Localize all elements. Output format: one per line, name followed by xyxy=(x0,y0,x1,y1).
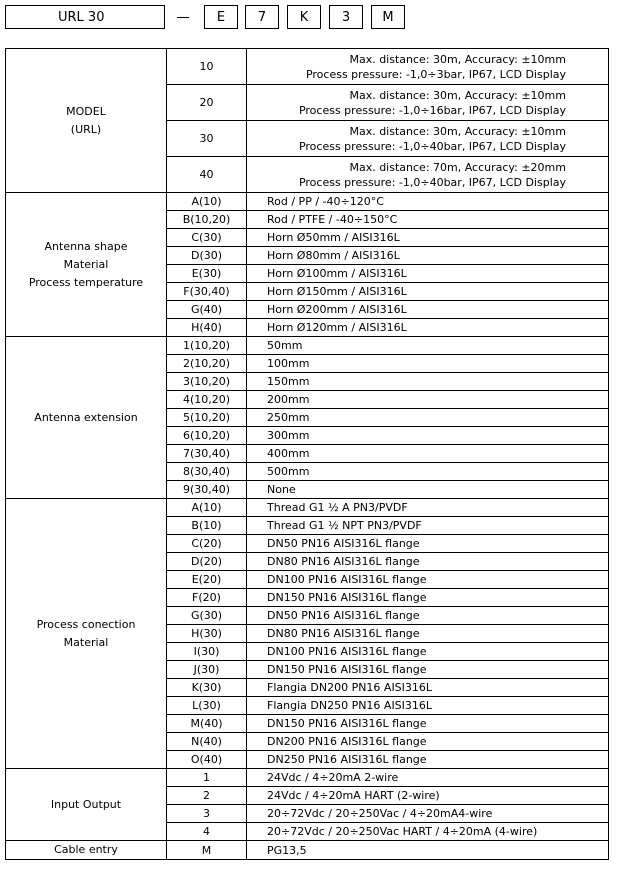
option-code: L(30) xyxy=(167,697,247,715)
option-description: DN150 PN16 AISI316L flange xyxy=(247,715,609,733)
option-code: G(40) xyxy=(167,301,247,319)
option-description xyxy=(247,157,609,193)
model-code-box: URL 30 xyxy=(5,5,165,29)
option-description: 150mm xyxy=(247,373,609,391)
group-label-line: Input Output xyxy=(50,797,122,811)
group-label-line: MODEL xyxy=(66,104,106,118)
option-code: 4 xyxy=(167,823,247,841)
option-code: M(40) xyxy=(167,715,247,733)
option-description: 24Vdc / 4÷20mA 2-wire xyxy=(247,769,609,787)
option-description: 200mm xyxy=(247,391,609,409)
option-code: 1 xyxy=(167,769,247,787)
option-description: Horn Ø100mm / AISI316L xyxy=(247,265,609,283)
option-code: I(30) xyxy=(167,643,247,661)
option-code: J(30) xyxy=(167,661,247,679)
code-box-cable: M xyxy=(371,5,405,29)
option-description xyxy=(247,49,609,85)
option-code: 8(30,40) xyxy=(167,463,247,481)
option-code: 4(10,20) xyxy=(167,391,247,409)
option-code: E(20) xyxy=(167,571,247,589)
option-description: 400mm xyxy=(247,445,609,463)
option-description: Horn Ø200mm / AISI316L xyxy=(247,301,609,319)
group-label xyxy=(6,841,167,860)
option-code: E(30) xyxy=(167,265,247,283)
group-label-line: Material xyxy=(63,257,109,271)
option-description: DN250 PN16 AISI316L flange xyxy=(247,751,609,769)
group-label xyxy=(6,49,167,193)
table-row xyxy=(6,337,609,355)
description-line: Process pressure: -1,0÷16bar, IP67, LCD Display xyxy=(298,103,566,117)
option-description: DN200 PN16 AISI316L flange xyxy=(247,733,609,751)
code-box-extension: 7 xyxy=(245,5,279,29)
option-description: Horn Ø120mm / AISI316L xyxy=(247,319,609,337)
option-description: Horn Ø150mm / AISI316L xyxy=(247,283,609,301)
option-description: 20÷72Vdc / 20÷250Vac HART / 4÷20mA (4-wire) xyxy=(247,823,609,841)
option-description: Rod / PTFE / -40÷150°C xyxy=(247,211,609,229)
option-code: 30 xyxy=(167,121,247,157)
description-line: Max. distance: 70m, Accuracy: ±20mm xyxy=(349,160,566,174)
option-code: B(10) xyxy=(167,517,247,535)
option-description: Rod / PP / -40÷120°C xyxy=(247,193,609,211)
option-code: 1(10,20) xyxy=(167,337,247,355)
option-code: 20 xyxy=(167,85,247,121)
option-code: 2 xyxy=(167,787,247,805)
description-line: Process pressure: -1,0÷40bar, IP67, LCD Display xyxy=(298,139,566,153)
option-code: 3(10,20) xyxy=(167,373,247,391)
option-code: 7(30,40) xyxy=(167,445,247,463)
group-label-line: Antenna extension xyxy=(34,410,138,424)
option-code: 5(10,20) xyxy=(167,409,247,427)
option-description: 500mm xyxy=(247,463,609,481)
option-description: Thread G1 ½ NPT PN3/PVDF xyxy=(247,517,609,535)
option-code: 3 xyxy=(167,805,247,823)
option-description: PG13,5 xyxy=(247,841,609,860)
option-description: DN50 PN16 AISI316L flange xyxy=(247,607,609,625)
group-label xyxy=(6,769,167,841)
option-description: DN50 PN16 AISI316L flange xyxy=(247,535,609,553)
option-code: D(20) xyxy=(167,553,247,571)
option-description: Thread G1 ½ A PN3/PVDF xyxy=(247,499,609,517)
option-code: G(30) xyxy=(167,607,247,625)
option-description: DN80 PN16 AISI316L flange xyxy=(247,553,609,571)
description-line: Max. distance: 30m, Accuracy: ±10mm xyxy=(349,88,566,102)
code-box-connection: K xyxy=(287,5,321,29)
option-description xyxy=(247,85,609,121)
option-code: K(30) xyxy=(167,679,247,697)
option-code: 6(10,20) xyxy=(167,427,247,445)
option-description: Horn Ø50mm / AISI316L xyxy=(247,229,609,247)
description-line: Max. distance: 30m, Accuracy: ±10mm xyxy=(349,124,566,138)
option-code: 9(30,40) xyxy=(167,481,247,499)
code-box-io: 3 xyxy=(329,5,363,29)
table-row xyxy=(6,193,609,211)
group-label xyxy=(6,337,167,499)
option-description: None xyxy=(247,481,609,499)
option-code: O(40) xyxy=(167,751,247,769)
option-code: A(10) xyxy=(167,499,247,517)
option-description: 50mm xyxy=(247,337,609,355)
code-box-antenna: E xyxy=(204,5,238,29)
option-code: C(20) xyxy=(167,535,247,553)
option-description: 100mm xyxy=(247,355,609,373)
option-code: F(30,40) xyxy=(167,283,247,301)
option-description: Horn Ø80mm / AISI316L xyxy=(247,247,609,265)
group-label-line: Process temperature xyxy=(28,275,144,289)
option-description: Flangia DN200 PN16 AISI316L xyxy=(247,679,609,697)
option-code: A(10) xyxy=(167,193,247,211)
ordering-code-table xyxy=(5,48,609,860)
option-code: 2(10,20) xyxy=(167,355,247,373)
description-line: Process pressure: -1,0÷40bar, IP67, LCD Display xyxy=(298,175,566,189)
option-description: 300mm xyxy=(247,427,609,445)
option-code: 10 xyxy=(167,49,247,85)
table-row xyxy=(6,49,609,85)
option-description xyxy=(247,121,609,157)
option-description: DN100 PN16 AISI316L flange xyxy=(247,643,609,661)
group-label-line: Material xyxy=(63,635,109,649)
option-code: H(40) xyxy=(167,319,247,337)
option-description: DN80 PN16 AISI316L flange xyxy=(247,625,609,643)
option-description: DN150 PN16 AISI316L flange xyxy=(247,661,609,679)
option-code: H(30) xyxy=(167,625,247,643)
option-code: N(40) xyxy=(167,733,247,751)
option-code: D(30) xyxy=(167,247,247,265)
table-row xyxy=(6,841,609,860)
description-line: Max. distance: 30m, Accuracy: ±10mm xyxy=(349,52,566,66)
group-label xyxy=(6,499,167,769)
group-label-line: Cable entry xyxy=(54,843,118,856)
group-label xyxy=(6,193,167,337)
table-row xyxy=(6,499,609,517)
option-code: B(10,20) xyxy=(167,211,247,229)
code-separator-dash xyxy=(177,17,189,18)
option-code: C(30) xyxy=(167,229,247,247)
option-code: 40 xyxy=(167,157,247,193)
group-label-line: (URL) xyxy=(70,122,102,136)
option-description: DN100 PN16 AISI316L flange xyxy=(247,571,609,589)
option-code: F(20) xyxy=(167,589,247,607)
option-description: Flangia DN250 PN16 AISI316L xyxy=(247,697,609,715)
option-description: DN150 PN16 AISI316L flange xyxy=(247,589,609,607)
group-label-line: Antenna shape xyxy=(44,239,128,253)
table-row xyxy=(6,769,609,787)
option-description: 24Vdc / 4÷20mA HART (2-wire) xyxy=(247,787,609,805)
option-code: M xyxy=(167,841,247,860)
option-description: 250mm xyxy=(247,409,609,427)
option-description: 20÷72Vdc / 20÷250Vac / 4÷20mA4-wire xyxy=(247,805,609,823)
description-line: Process pressure: -1,0÷3bar, IP67, LCD Display xyxy=(305,67,566,81)
group-label-line: Process conection xyxy=(36,617,136,631)
